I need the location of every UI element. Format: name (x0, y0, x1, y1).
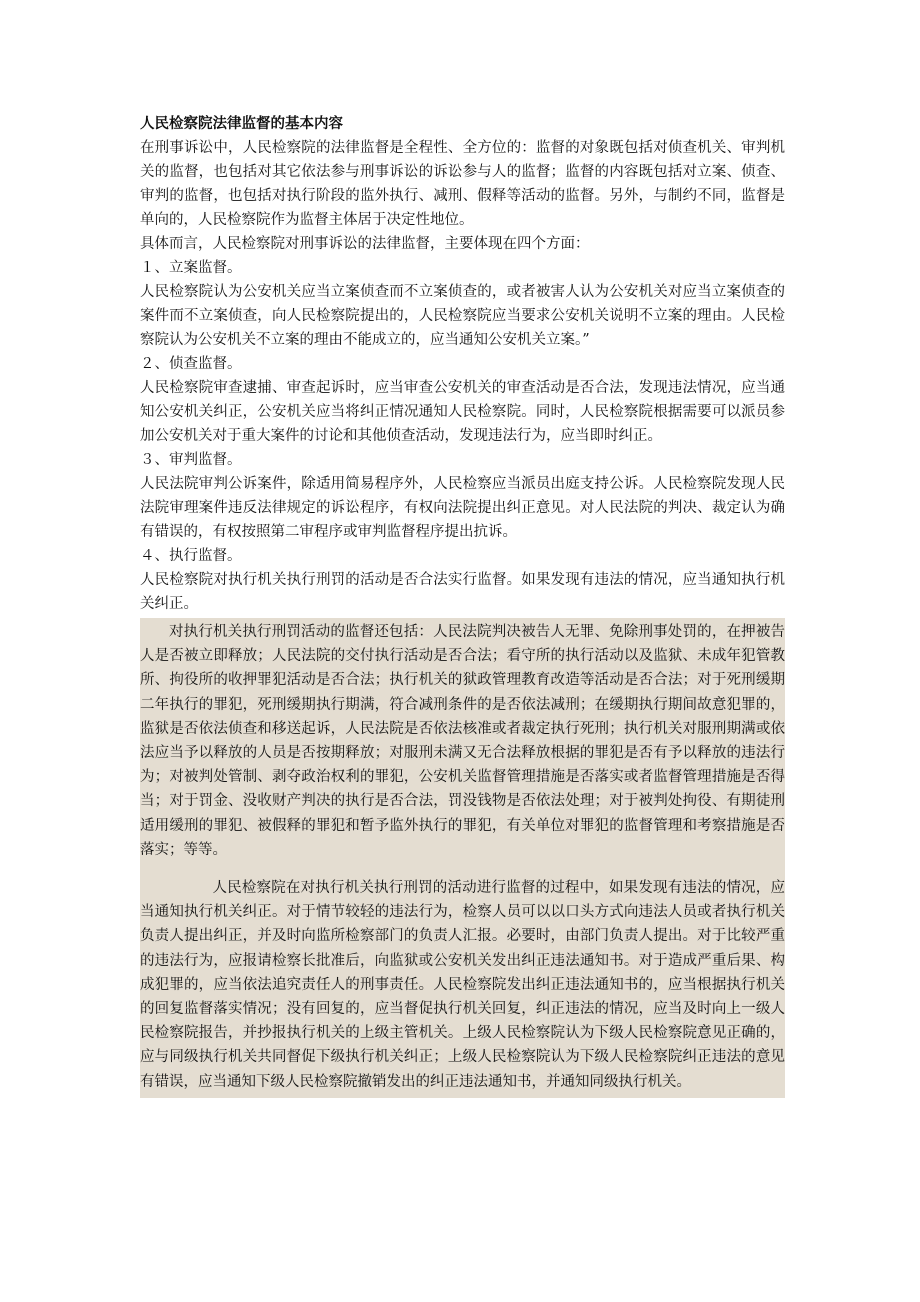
section-text-execution: 人民检察院对执行机关执行刑罚的活动是否合法实行监督。如果发现有违法的情况，应当通知执行机关纠正。 (140, 572, 785, 612)
paragraph-gap (140, 862, 785, 876)
shaded-paragraph-1: 对执行机关执行刑罚活动的监督还包括：人民法院判决被告人无罪、免除刑事处罚的，在押被告人是否被立即释放；人民法院的交付执行活动是否合法；看守所的执行活动以及监狱、未成年犯管教所、拘役所的收押罪犯活动是否合法；执行机关的狱政管理教育改造等活动是否合法；对于死刑缓期二年执行的罪犯，死刑缓期执行期满，符合减刑条件的是否依法减刑；在缓期执行期间故意犯罪的，监狱是否依法侦查和移送起诉，人民法院是否依法核准或者裁定执行死刑；执行机关对服刑期满或依法应当予以释放的人员是否按期释放；对服刑未满又无合法释放根据的罪犯是否有予以释放的违法行为；对被判处管制、剥夺政治权利的罪犯，公安机关监督管理措施是否落实或者监督管理措施是否得当；对于罚金、没收财产判决的执行是否合法，罚没钱物是否依法处理；对于被判处拘役、有期徒刑适用缓刑的罪犯、被假释的罪犯和暂予监外执行的罪犯，有关单位对罪犯的监督管理和考察措施是否落实；等等。 (140, 624, 785, 858)
intro-paragraph: 在刑事诉讼中，人民检察院的法律监督是全程性、全方位的：监督的对象既包括对侦查机关、审判机关的监督，也包括对其它依法参与刑事诉讼的诉讼参与人的监督；监督的内容既包括对立案、侦查、审判的监督，也包括对执行阶段的监外执行、减刑、假释等活动的监督。另外，与制约不同，监督是单向的，人民检察院作为监督主体居于决定性地位。 (140, 140, 785, 228)
section-text-investigation: 人民检察院审查逮捕、审查起诉时，应当审查公安机关的审查活动是否合法，发现违法情况，应当通知公安机关纠正，公安机关应当将纠正情况通知人民检察院。同时，人民检察院根据需要可以派员参加公安机关对于重大案件的讨论和其他侦查活动，发现违法行为，应当即时纠正。 (140, 380, 785, 444)
document-body (140, 112, 785, 1098)
section-text-filing: 人民检察院认为公安机关应当立案侦查而不立案侦查的，或者被害人认为公安机关对应当立案侦查的案件而不立案侦查，向人民检察院提出的，人民检察院应当要求公安机关说明不立案的理由。人民检察院认为公安机关不立案的理由不能成立的，应当通知公安机关立案。” (140, 284, 785, 348)
section-text-trial: 人民法院审判公诉案件，除适用简易程序外，人民检察应当派员出庭支持公诉。人民检察院发现人民法院审理案件违反法律规定的诉讼程序，有权向法院提出纠正意见。对人民法院的判决、裁定认为确有错误的，有权按照第二审程序或审判监督程序提出抗诉。 (140, 476, 785, 540)
document-title: 人民检察院法律监督的基本内容 (140, 116, 343, 132)
section-heading-trial: ３、审判监督。 (140, 452, 242, 468)
section-heading-execution: ４、执行监督。 (140, 548, 242, 564)
shaded-excerpt (140, 618, 785, 1098)
summary-paragraph: 具体而言，人民检察院对刑事诉讼的法律监督，主要体现在四个方面： (140, 236, 590, 252)
section-heading-filing: １、立案监督。 (140, 260, 242, 276)
section-heading-investigation: ２、侦查监督。 (140, 356, 242, 372)
shaded-paragraph-2: 人民检察院在对执行机关执行刑罚的活动进行监督的过程中，如果发现有违法的情况，应当通知执行机关纠正。对于情节较轻的违法行为，检察人员可以以口头方式向违法人员或者执行机关负责人提出纠正，并及时向监所检察部门的负责人汇报。必要时，由部门负责人提出。对于比较严重的违法行为，应报请检察长批准后，向监狱或公安机关发出纠正违法通知书。对于造成严重后果、构成犯罪的，应当依法追究责任人的刑事责任。人民检察院发出纠正违法通知书的，应当根据执行机关的回复监督落实情况；没有回复的，应当督促执行机关回复，纠正违法的情况，应当及时向上一级人民检察院报告，并抄报执行机关的上级主管机关。上级人民检察院认为下级人民检察院意见正确的，应与同级执行机关共同督促下级执行机关纠正；上级人民检察院认为下级人民检察院纠正违法的意见有错误，应当通知下级人民检察院撤销发出的纠正违法通知书，并通知同级执行机关。 (140, 880, 785, 1090)
